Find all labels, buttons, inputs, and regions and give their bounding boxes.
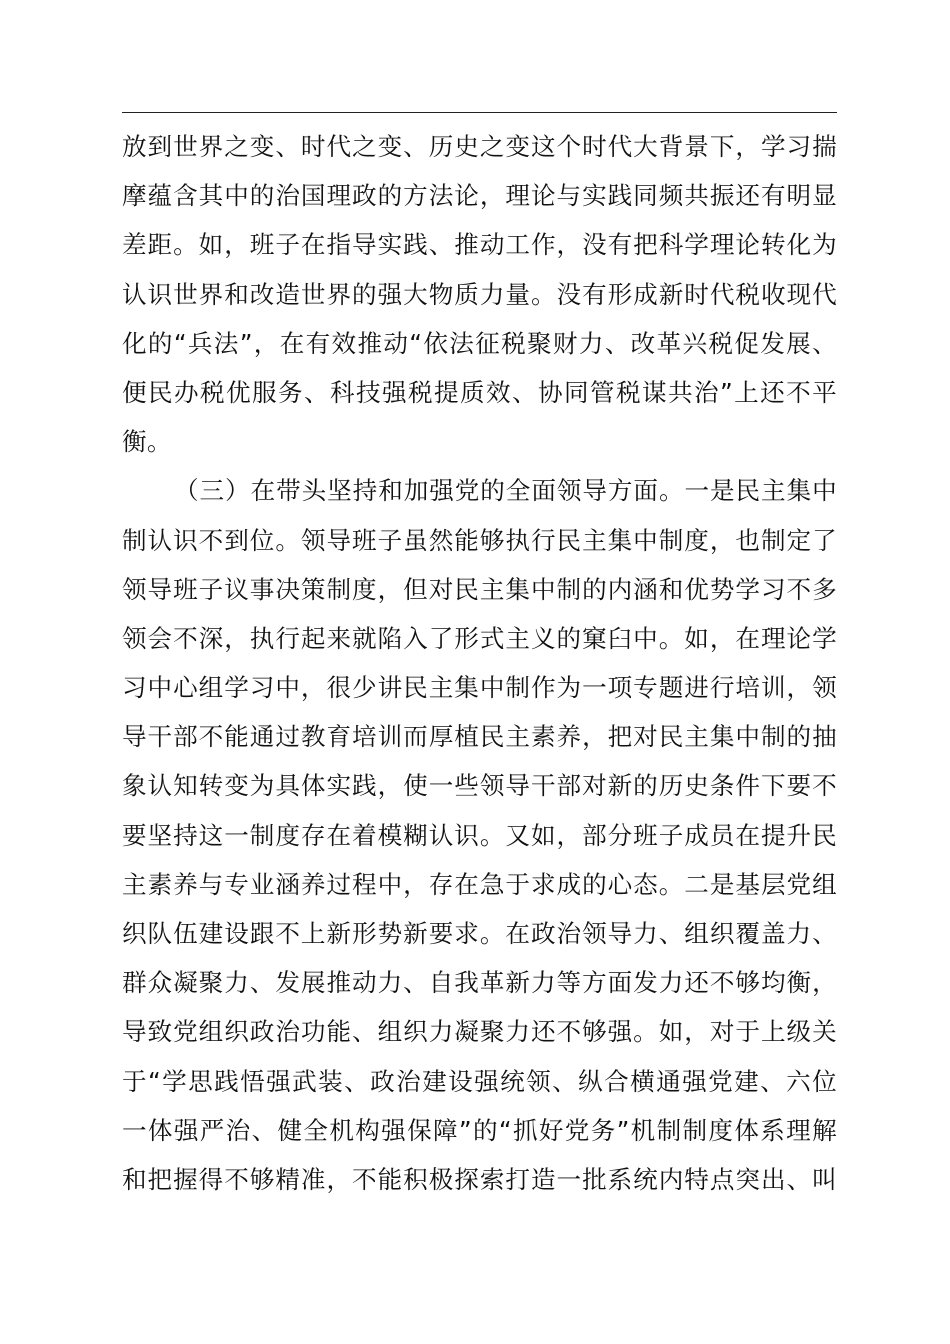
- text-line: 化的“兵法”，在有效推动“依法征税聚财力、改革兴税促发展、: [122, 328, 837, 358]
- text-line: 群众凝聚力、发展推动力、自我革新力等方面发力还不够均衡，: [122, 968, 837, 998]
- body-text: [122, 122, 837, 1204]
- text-line: 放到世界之变、时代之变、历史之变这个时代大背景下，学习揣: [122, 132, 837, 161]
- text-line: 认识世界和改造世界的强大物质力量。没有形成新时代税收现代: [122, 279, 837, 309]
- text-line: 便民办税优服务、科技强税提质效、协同管税谋共治”上还不平: [122, 377, 837, 407]
- text-line: 制认识不到位。领导班子虽然能够执行民主集中制度，也制定了: [122, 525, 837, 555]
- text-line: 和把握得不够精准，不能积极探索打造一批系统内特点突出、叫: [122, 1164, 837, 1194]
- paragraph-1: [122, 122, 837, 466]
- text-line: 一体强严治、健全机构强保障”的“抓好党务”机制制度体系理解: [122, 1115, 837, 1145]
- text-line: 领导班子议事决策制度，但对民主集中制的内涵和优势学习不多: [122, 574, 837, 604]
- text-line: 差距。如，班子在指导实践、推动工作，没有把科学理论转化为: [122, 230, 837, 260]
- text-line: 领会不深，执行起来就陷入了形式主义的窠臼中。如，在理论学: [122, 623, 837, 653]
- text-line: 摩蕴含其中的治国理政的方法论，理论与实践同频共振还有明显: [122, 181, 837, 211]
- text-line: 织队伍建设跟不上新形势新要求。在政治领导力、组织覆盖力、: [122, 919, 837, 948]
- text-line: 要坚持这一制度存在着模糊认识。又如，部分班子成员在提升民: [122, 820, 837, 850]
- text-line: 衡。: [122, 427, 172, 457]
- text-line: 于“学思践悟强武装、政治建设强统领、纵合横通强党建、六位: [122, 1066, 837, 1096]
- text-line: 象认知转变为具体实践，使一些领导干部对新的历史条件下要不: [122, 771, 837, 801]
- text-line: 导致党组织政治功能、组织力凝聚力还不够强。如，对于上级关: [122, 1017, 837, 1047]
- text-line: （三）在带头坚持和加强党的全面领导方面。一是民主集中: [174, 476, 837, 506]
- header-rule: [122, 112, 837, 113]
- text-line: 主素养与专业涵养过程中，存在急于求成的心态。二是基层党组: [122, 869, 837, 899]
- text-line: 导干部不能通过教育培训而厚植民主素养，把对民主集中制的抽: [122, 722, 837, 752]
- paragraph-2: [122, 466, 837, 1204]
- text-line: 习中心组学习中，很少讲民主集中制作为一项专题进行培训，领: [122, 673, 837, 703]
